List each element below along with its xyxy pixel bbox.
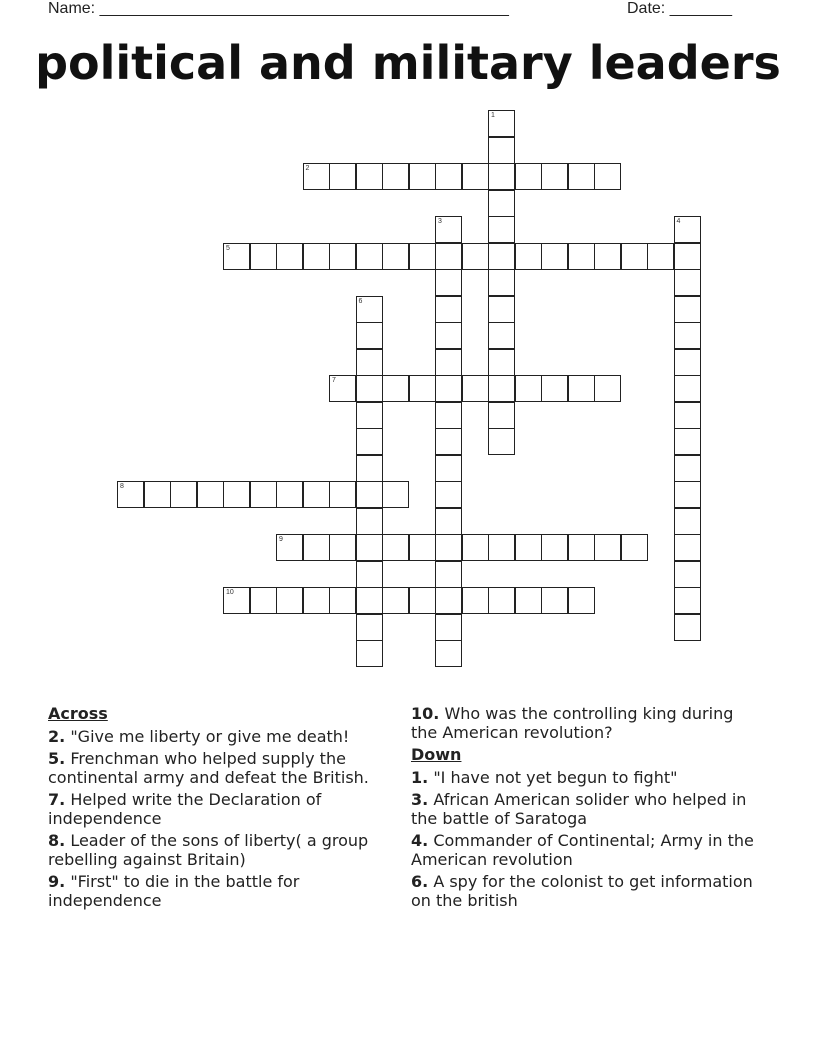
across-heading: Across bbox=[48, 704, 108, 723]
crossword-cell[interactable] bbox=[382, 587, 409, 614]
clue-text: A spy for the colonist to get information on the british bbox=[411, 872, 753, 910]
page-title: political and military leaders bbox=[35, 36, 781, 90]
clue-across-9 bbox=[48, 872, 398, 910]
crossword-cell[interactable] bbox=[435, 561, 462, 588]
cell-number: 7 bbox=[332, 377, 336, 384]
crossword-cell[interactable] bbox=[382, 481, 409, 508]
crossword-cell[interactable] bbox=[541, 375, 568, 402]
crossword-cell[interactable] bbox=[250, 587, 277, 614]
crossword-cell[interactable] bbox=[674, 428, 701, 455]
crossword-cell[interactable] bbox=[144, 481, 171, 508]
crossword-cell[interactable] bbox=[674, 216, 701, 243]
crossword-cell[interactable] bbox=[435, 481, 462, 508]
crossword-cell[interactable] bbox=[356, 428, 383, 455]
crossword-cell[interactable] bbox=[356, 243, 383, 270]
down-heading: Down bbox=[411, 745, 462, 764]
crossword-cell[interactable] bbox=[170, 481, 197, 508]
crossword-cell[interactable] bbox=[674, 587, 701, 614]
cell-number: 9 bbox=[279, 536, 283, 543]
crossword-cell[interactable] bbox=[674, 481, 701, 508]
crossword-cell[interactable] bbox=[488, 349, 515, 376]
crossword-cell[interactable] bbox=[250, 243, 277, 270]
cell-number: 8 bbox=[120, 483, 124, 490]
crossword-cell[interactable] bbox=[488, 269, 515, 296]
clue-across-5 bbox=[48, 749, 398, 787]
crossword-cell[interactable] bbox=[356, 322, 383, 349]
crossword-cell[interactable] bbox=[435, 534, 462, 561]
clue-number: 6. bbox=[411, 872, 429, 891]
crossword-cell[interactable] bbox=[488, 428, 515, 455]
crossword-cell[interactable] bbox=[435, 163, 462, 190]
crossword-cell[interactable] bbox=[409, 243, 436, 270]
crossword-cell[interactable] bbox=[515, 587, 542, 614]
cell-number: 1 bbox=[491, 112, 495, 119]
clue-across-10 bbox=[411, 704, 761, 742]
crossword-cell[interactable] bbox=[356, 640, 383, 667]
crossword-cell[interactable] bbox=[647, 243, 674, 270]
crossword-cell[interactable] bbox=[197, 481, 224, 508]
clue-number: 3. bbox=[411, 790, 429, 809]
crossword-cell[interactable] bbox=[674, 402, 701, 429]
crossword-cell[interactable] bbox=[356, 402, 383, 429]
cell-number: 2 bbox=[305, 165, 310, 172]
crossword-cell[interactable] bbox=[382, 534, 409, 561]
clue-down-6 bbox=[411, 872, 761, 910]
crossword-cell[interactable] bbox=[568, 243, 595, 270]
crossword-cell[interactable] bbox=[674, 614, 701, 641]
crossword-cell[interactable] bbox=[276, 587, 303, 614]
clue-number: 8. bbox=[48, 831, 66, 850]
crossword-cell[interactable] bbox=[674, 349, 701, 376]
crossword-cell[interactable] bbox=[674, 243, 701, 270]
crossword-cell[interactable] bbox=[329, 587, 356, 614]
crossword-cell[interactable] bbox=[488, 296, 515, 323]
crossword-cell[interactable] bbox=[541, 163, 568, 190]
clue-down-4 bbox=[411, 831, 761, 869]
crossword-cell[interactable] bbox=[303, 163, 330, 190]
crossword-cell[interactable] bbox=[488, 243, 515, 270]
crossword-cell[interactable] bbox=[435, 349, 462, 376]
crossword-cell[interactable] bbox=[223, 481, 250, 508]
clue-text: "I have not yet begun to fight" bbox=[433, 768, 678, 787]
crossword-cell[interactable] bbox=[356, 561, 383, 588]
clue-across-2 bbox=[48, 727, 398, 746]
clue-across-8 bbox=[48, 831, 398, 869]
clue-number: 10. bbox=[411, 704, 440, 723]
crossword-cell[interactable] bbox=[515, 163, 542, 190]
clue-text: "First" to die in the battle for independence bbox=[48, 872, 300, 910]
crossword-cell[interactable] bbox=[276, 481, 303, 508]
crossword-cell[interactable] bbox=[409, 534, 436, 561]
crossword-cell[interactable] bbox=[568, 163, 595, 190]
crossword-cell[interactable] bbox=[303, 481, 330, 508]
clues-left-column bbox=[48, 704, 398, 913]
crossword-cell[interactable] bbox=[356, 534, 383, 561]
clue-text: Helped write the Declaration of independence bbox=[48, 790, 322, 828]
crossword-cell[interactable] bbox=[435, 216, 462, 243]
crossword-cell[interactable] bbox=[568, 375, 595, 402]
crossword-cell[interactable] bbox=[541, 587, 568, 614]
crossword-cell[interactable] bbox=[462, 243, 489, 270]
crossword-cell[interactable] bbox=[409, 587, 436, 614]
crossword-cell[interactable] bbox=[382, 375, 409, 402]
crossword-cell[interactable] bbox=[488, 216, 515, 243]
clue-number: 7. bbox=[48, 790, 66, 809]
cell-number: 6 bbox=[358, 297, 363, 305]
crossword-cell[interactable] bbox=[435, 296, 462, 323]
crossword-cell[interactable] bbox=[594, 375, 621, 402]
crossword-cell[interactable] bbox=[515, 534, 542, 561]
cell-number: 3 bbox=[438, 218, 442, 225]
crossword-cell[interactable] bbox=[409, 163, 436, 190]
clue-text: Commander of Continental; Army in the American revolution bbox=[411, 831, 754, 869]
crossword-cell[interactable] bbox=[356, 455, 383, 482]
crossword-cell[interactable] bbox=[674, 534, 701, 561]
crossword-cell[interactable] bbox=[223, 243, 250, 270]
crossword-cell[interactable] bbox=[488, 137, 515, 164]
crossword-cell[interactable] bbox=[462, 375, 489, 402]
crossword-cell[interactable] bbox=[356, 349, 383, 376]
crossword-cell[interactable] bbox=[621, 534, 648, 561]
crossword-cell[interactable] bbox=[356, 614, 383, 641]
crossword-cell[interactable] bbox=[223, 587, 250, 614]
crossword-cell[interactable] bbox=[435, 269, 462, 296]
crossword-cell[interactable] bbox=[488, 163, 515, 190]
clues-right-column bbox=[411, 704, 761, 913]
crossword-cell[interactable] bbox=[435, 508, 462, 535]
crossword-cell[interactable] bbox=[594, 163, 621, 190]
clue-number: 5. bbox=[48, 749, 66, 768]
crossword-cell[interactable] bbox=[435, 428, 462, 455]
crossword-cell[interactable] bbox=[435, 322, 462, 349]
crossword-cell[interactable] bbox=[674, 508, 701, 535]
crossword-cell[interactable] bbox=[276, 243, 303, 270]
clue-text: Who was the controlling king during the American revolution? bbox=[411, 704, 734, 742]
crossword-cell[interactable] bbox=[488, 110, 515, 137]
crossword-cell[interactable] bbox=[435, 455, 462, 482]
clue-number: 1. bbox=[411, 768, 429, 787]
crossword-cell[interactable] bbox=[117, 481, 144, 508]
crossword-cell[interactable] bbox=[303, 587, 330, 614]
crossword-cell[interactable] bbox=[462, 163, 489, 190]
crossword-cell[interactable] bbox=[303, 534, 330, 561]
crossword-cell[interactable] bbox=[329, 375, 356, 402]
crossword-cell[interactable] bbox=[329, 163, 356, 190]
clue-number: 9. bbox=[48, 872, 66, 891]
crossword-cell[interactable] bbox=[329, 534, 356, 561]
crossword-cell[interactable] bbox=[356, 481, 383, 508]
crossword-cell[interactable] bbox=[356, 296, 383, 323]
crossword-cell[interactable] bbox=[435, 587, 462, 614]
crossword-cell[interactable] bbox=[674, 455, 701, 482]
crossword-cell[interactable] bbox=[462, 587, 489, 614]
crossword-cell[interactable] bbox=[541, 243, 568, 270]
crossword-cell[interactable] bbox=[568, 587, 595, 614]
crossword-cell[interactable] bbox=[674, 269, 701, 296]
crossword-cell[interactable] bbox=[674, 561, 701, 588]
crossword-cell[interactable] bbox=[435, 375, 462, 402]
crossword-cell[interactable] bbox=[435, 402, 462, 429]
crossword-cell[interactable] bbox=[303, 243, 330, 270]
cell-number: 10 bbox=[226, 589, 234, 596]
crossword-cell[interactable] bbox=[409, 375, 436, 402]
crossword-cell[interactable] bbox=[515, 243, 542, 270]
clue-across-7 bbox=[48, 790, 398, 828]
crossword-cell[interactable] bbox=[594, 243, 621, 270]
clue-text: African American solider who helped in the battle of Saratoga bbox=[411, 790, 747, 828]
crossword-cell[interactable] bbox=[674, 296, 701, 323]
cell-number: 4 bbox=[676, 218, 681, 225]
crossword-cell[interactable] bbox=[356, 375, 383, 402]
clue-down-1 bbox=[411, 768, 761, 787]
crossword-cell[interactable] bbox=[515, 375, 542, 402]
crossword-cell[interactable] bbox=[250, 481, 277, 508]
clue-text: "Give me liberty or give me death! bbox=[70, 727, 350, 746]
crossword-cell[interactable] bbox=[435, 640, 462, 667]
crossword-cell[interactable] bbox=[488, 534, 515, 561]
date-field-label: Date: _______ bbox=[627, 0, 732, 17]
crossword-cell[interactable] bbox=[674, 375, 701, 402]
crossword-cell[interactable] bbox=[488, 190, 515, 217]
clue-number: 4. bbox=[411, 831, 429, 850]
crossword-cell[interactable] bbox=[568, 534, 595, 561]
crossword-cell[interactable] bbox=[435, 243, 462, 270]
crossword-cell[interactable] bbox=[462, 534, 489, 561]
crossword-cell[interactable] bbox=[594, 534, 621, 561]
crossword-cell[interactable] bbox=[541, 534, 568, 561]
crossword-cell[interactable] bbox=[621, 243, 648, 270]
cell-number: 5 bbox=[226, 244, 230, 252]
crossword-cell[interactable] bbox=[356, 508, 383, 535]
crossword-cell[interactable] bbox=[329, 243, 356, 270]
clue-down-3 bbox=[411, 790, 761, 828]
crossword-cell[interactable] bbox=[488, 375, 515, 402]
crossword-cell[interactable] bbox=[382, 243, 409, 270]
crossword-cell[interactable] bbox=[488, 587, 515, 614]
crossword-cell[interactable] bbox=[435, 614, 462, 641]
clue-text: Frenchman who helped supply the continental army and defeat the British. bbox=[48, 749, 369, 787]
crossword-cell[interactable] bbox=[329, 481, 356, 508]
crossword-cell[interactable] bbox=[276, 534, 303, 561]
crossword-cell[interactable] bbox=[674, 322, 701, 349]
crossword-cell[interactable] bbox=[356, 163, 383, 190]
name-field-label: Name: ______________________________________________ bbox=[48, 0, 509, 17]
crossword-cell[interactable] bbox=[488, 322, 515, 349]
clue-text: Leader of the sons of liberty( a group rebelling against Britain) bbox=[48, 831, 369, 869]
clue-number: 2. bbox=[48, 727, 66, 746]
crossword-cell[interactable] bbox=[488, 402, 515, 429]
crossword-cell[interactable] bbox=[382, 163, 409, 190]
crossword-cell[interactable] bbox=[356, 587, 383, 614]
